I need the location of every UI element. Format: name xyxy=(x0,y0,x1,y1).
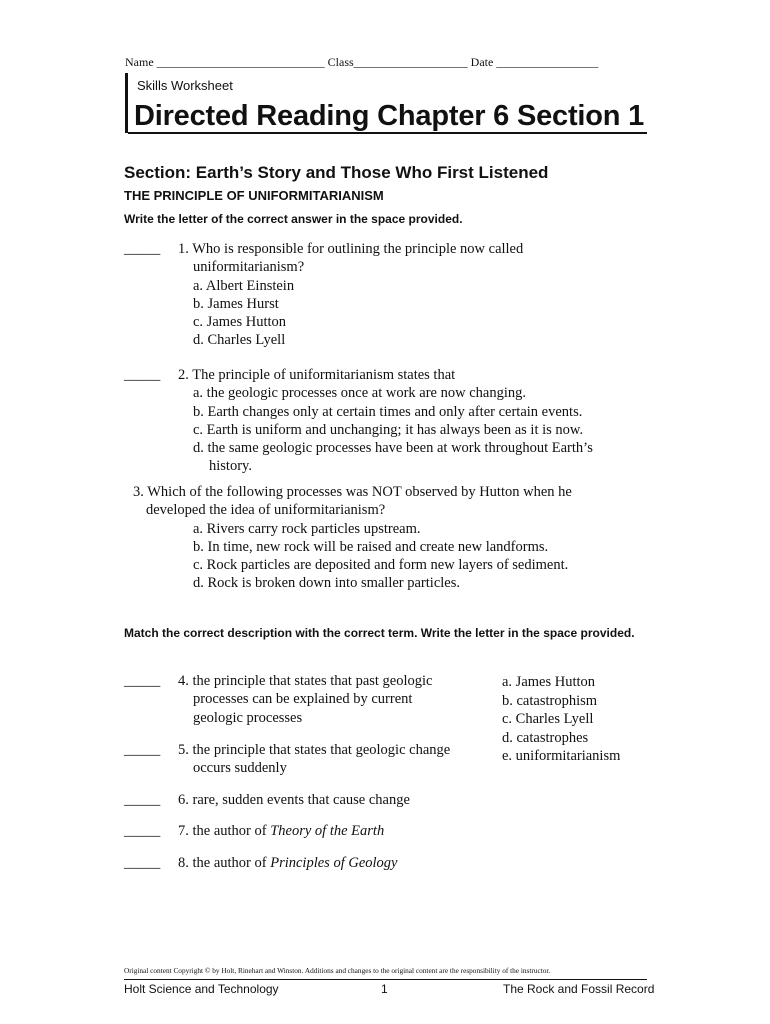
footer-chapter-name: The Rock and Fossil Record xyxy=(503,982,655,996)
question-1-option-a: a. Albert Einstein xyxy=(193,277,295,294)
question-3-option-b: b. In time, new rock will be raised and create new landforms. xyxy=(193,538,549,555)
skills-worksheet-label: Skills Worksheet xyxy=(137,78,233,93)
question-2-option-a: a. the geologic processes once at work are now changing. xyxy=(193,385,526,402)
question-2-stem: 2. The principle of uniformitarianism states that xyxy=(178,367,456,383)
answer-blank-5[interactable]: _____ xyxy=(124,742,161,758)
matching-item-5-text: 5. the principle that states that geologic change xyxy=(178,742,451,758)
instructions-multiple-choice: Write the letter of the correct answer in the space provided. xyxy=(124,212,463,226)
matching-item-4-text-cont2: geologic processes xyxy=(193,709,303,726)
question-2-option-d-cont: history. xyxy=(209,458,252,475)
matching-item-8-book-title: Principles of Geology xyxy=(270,855,398,871)
answer-blank-4[interactable]: _____ xyxy=(124,673,161,689)
term-b: b. catastrophism xyxy=(502,692,598,709)
matching-item-4-text-cont: processes can be explained by current xyxy=(193,691,413,708)
question-1-option-d: d. Charles Lyell xyxy=(193,332,286,349)
name-class-date-line: Name ____________________________ Class___________________ Date _________________ xyxy=(125,55,599,69)
answer-blank-1[interactable]: _____ xyxy=(124,241,161,257)
question-2-option-d: d. the same geologic processes have been at work throughout Earth’s xyxy=(193,440,593,457)
question-1-option-b: b. James Hurst xyxy=(193,295,279,312)
page-number: 1 xyxy=(381,982,388,996)
question-1-stem: 1. Who is responsible for outlining the principle now called xyxy=(178,241,524,257)
matching-item-5-text-cont: occurs suddenly xyxy=(193,760,287,777)
question-2-option-b: b. Earth changes only at certain times and only after certain events. xyxy=(193,403,583,420)
question-3-option-c: c. Rock particles are deposited and form new layers of sediment. xyxy=(193,557,569,574)
question-3-stem-cont: developed the idea of uniformitarianism? xyxy=(146,502,386,519)
title-side-bar xyxy=(125,73,128,133)
question-3-option-d: d. Rock is broken down into smaller particles. xyxy=(193,575,460,592)
title-underline xyxy=(128,132,647,134)
question-3-stem: 3. Which of the following processes was NOT observed by Hutton when he xyxy=(133,484,572,500)
term-a: a. James Hutton xyxy=(502,674,596,690)
footer-rule xyxy=(124,979,647,980)
answer-blank-6[interactable]: _____ xyxy=(124,792,161,808)
term-d: d. catastrophes xyxy=(502,729,589,746)
principle-heading: THE PRINCIPLE OF UNIFORMITARIANISM xyxy=(124,188,384,203)
matching-item-7-book-title: Theory of the Earth xyxy=(270,823,385,839)
page-title: Directed Reading Chapter 6 Section 1 xyxy=(134,100,645,132)
term-c: c. Charles Lyell xyxy=(502,711,594,727)
matching-item-6-text: 6. rare, sudden events that cause change xyxy=(178,792,410,808)
question-3-option-a: a. Rivers carry rock particles upstream. xyxy=(193,520,421,537)
question-1-option-c: c. James Hutton xyxy=(193,314,287,331)
instructions-matching: Match the correct description with the correct term. Write the letter in the space provided. xyxy=(124,626,635,640)
question-1-stem-cont: uniformitarianism? xyxy=(193,259,305,276)
answer-blank-7[interactable]: _____ xyxy=(124,823,161,839)
section-heading: Section: Earth’s Story and Those Who First Listened xyxy=(124,163,549,182)
copyright-notice: Original content Copyright © by Holt, Rinehart and Winston. Additions and changes to the original content are the responsibility of the instructor. xyxy=(124,966,551,975)
question-2-option-c: c. Earth is uniform and unchanging; it has always been as it is now. xyxy=(193,421,584,438)
term-list xyxy=(502,673,620,766)
matching-item-8-text: 8. the author of xyxy=(178,855,271,871)
matching-item-4-text: 4. the principle that states that past geologic xyxy=(178,673,433,689)
matching-item-7-text: 7. the author of xyxy=(178,823,271,839)
answer-blank-2[interactable]: _____ xyxy=(124,367,161,383)
answer-blank-8[interactable]: _____ xyxy=(124,855,161,871)
term-e: e. uniformitarianism xyxy=(502,748,621,764)
footer-publisher: Holt Science and Technology xyxy=(124,982,279,996)
